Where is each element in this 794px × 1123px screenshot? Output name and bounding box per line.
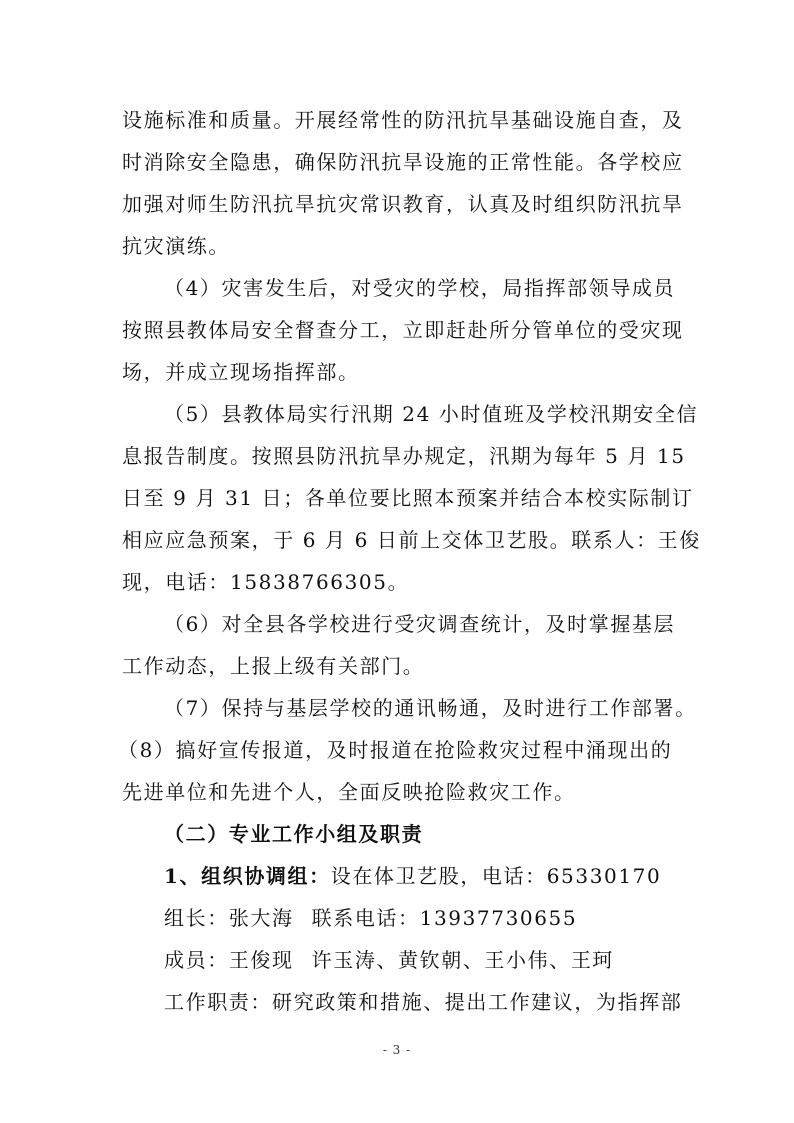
group-title-detail: 设在体卫艺股，电话：65330170 — [330, 864, 662, 888]
group-members — [164, 947, 614, 973]
group-title-label: 1、组织协调组： — [164, 864, 331, 888]
paragraph-line: 抗灾演练。 — [122, 234, 230, 258]
group-duties: 工作职责：研究政策和措施、提出工作建议，为指挥部 — [164, 990, 683, 1014]
item-8-line: 先进单位和先进个人，全面反映抢险救灾工作。 — [122, 780, 576, 804]
leader-phone: 联系电话：13937730655 — [311, 906, 578, 930]
item-5-line: 现，电话：15838766305。 — [122, 570, 410, 594]
paragraph-line: 设施标准和质量。开展经常性的防汛抗旱基础设施自查，及 — [122, 108, 684, 132]
group-title — [164, 863, 661, 889]
members-rest: 许玉涛、黄钦朝、王小伟、王珂 — [311, 948, 615, 972]
item-7-line: （7）保持与基层学校的通讯畅通，及时进行工作部署。 — [164, 696, 697, 720]
members-label: 成员： — [164, 948, 229, 972]
item-5-line: 相应应急预案，于 6 月 6 日前上交体卫艺股。联系人：王俊 — [122, 528, 701, 552]
item-4-line: 场，并成立现场指挥部。 — [122, 360, 360, 384]
item-5-line: 日至 9 月 31 日；各单位要比照本预案并结合本校实际制订 — [122, 486, 694, 510]
section-heading: （二）专业工作小组及职责 — [164, 822, 424, 846]
item-6-line: （6）对全县各学校进行受灾调查统计，及时掌握基层 — [164, 612, 676, 636]
item-4-line: （4）灾害发生后，对受灾的学校，局指挥部领导成员 — [164, 276, 676, 300]
leader-name: 张大海 — [228, 906, 294, 930]
paragraph-line: 加强对师生防汛抗旱抗灾常识教育，认真及时组织防汛抗旱 — [122, 192, 684, 216]
item-6-line: 工作动态，上报上级有关部门。 — [122, 654, 425, 678]
item-5-line: （5）县教体局实行汛期 24 小时值班及学校汛期安全信 — [164, 402, 699, 426]
group-leader — [164, 905, 577, 931]
members-first: 王俊现 — [228, 948, 294, 972]
paragraph-line: 时消除安全隐患，确保防汛抗旱设施的正常性能。各学校应 — [122, 150, 684, 174]
item-8-line: （8）搞好宣传报道，及时报道在抢险救灾过程中涌现出的 — [118, 738, 673, 762]
item-4-line: 按照县教体局安全督查分工，立即赶赴所分管单位的受灾现 — [122, 318, 684, 342]
item-5-line: 息报告制度。按照县防汛抗旱办规定，汛期为每年 5 月 15 — [122, 444, 686, 468]
leader-label: 组长： — [164, 906, 229, 930]
page-number: - 3 - — [382, 1043, 412, 1057]
